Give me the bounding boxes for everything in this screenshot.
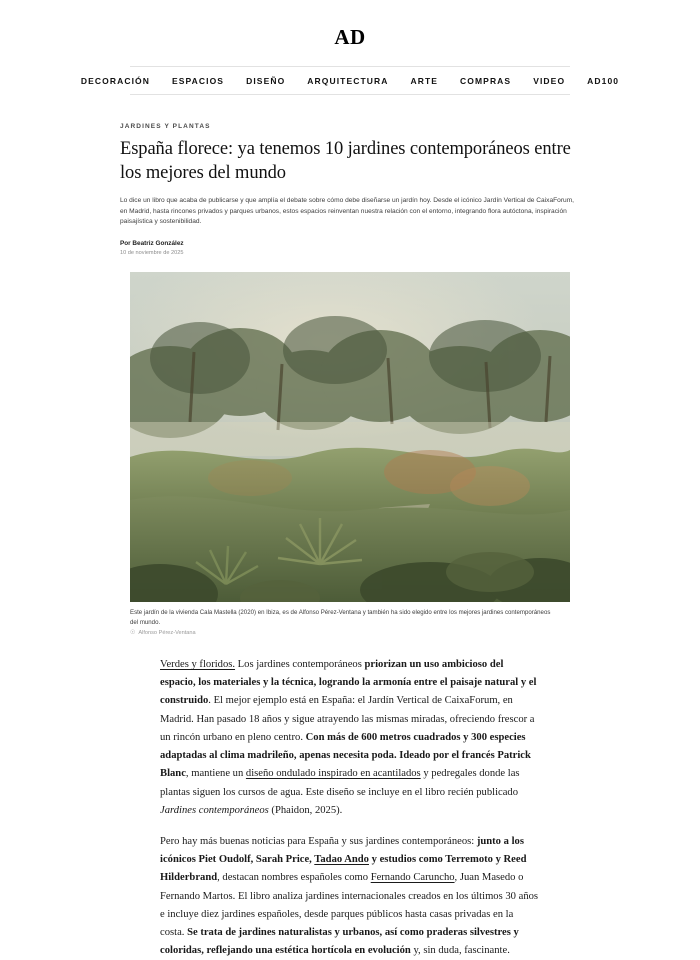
- article-kicker[interactable]: JARDINES Y PLANTAS: [120, 123, 211, 130]
- p1-text-2: . El mejor ejemplo está en España: el Jardín Vertical de CaixaForum, en Madrid. Han pasado 18 años y sigue atrayendo las mismas miradas, ofreciendo frescor a un rincón urbano en pleno centro.: [160, 695, 535, 743]
- site-masthead: [0, 0, 700, 60]
- p1-bold-2: Con más de 600 metros cuadrados y 300 especies adaptadas al clima madrileño, apenas necesita poda. Ideado por el francés Patrick Blanc: [160, 731, 531, 780]
- article-header: [120, 95, 580, 256]
- nav-item-ad100[interactable]: AD100: [587, 75, 620, 86]
- paragraph-1: [160, 656, 540, 820]
- article-standfirst: Lo dice un libro que acaba de publicarse y que amplía el debate sobre cómo debe diseñarse un jardín hoy. Desde el icónico Jardín Vertical de CaixaForum, en Madrid, hasta rincones privados y parques urbanos, estos espacios reinventan nuestra relación con el entorno, integrando flora autóctona, inspiración paisajística y sostenibilidad.: [120, 197, 575, 226]
- body-link-verdes-y-floridos[interactable]: Verdes y floridos.: [160, 658, 236, 670]
- p1-text-5: (Phaidon, 2025).: [268, 804, 343, 816]
- p2-text-1: Pero hay más buenas noticias para España y sus jardines contemporáneos:: [160, 835, 477, 847]
- p2-bold-3: Se trata de jardines naturalistas y urbanos, así como praderas silvestres y coloridas, reflejando una estética hortícola en evolución: [160, 927, 519, 957]
- nav-item-decoracion[interactable]: DECORACIÓN: [80, 75, 150, 86]
- p1-text-4: y pedregales donde las plantas siguen los cursos de agua. Este diseño se incluye en el libro recién publicado: [160, 768, 520, 798]
- nav-list: [81, 76, 619, 86]
- paragraph-2: [160, 833, 540, 960]
- article-body: [160, 656, 540, 960]
- article-date: 10 de noviembre de 2025: [120, 250, 184, 257]
- hero-figure: [130, 272, 570, 636]
- hero-image[interactable]: [130, 272, 570, 602]
- p1-text-3: , mantiene un: [185, 768, 246, 780]
- image-credit: [130, 629, 570, 636]
- p1-bold-1: priorizan un uso ambicioso del espacio, los materiales y la técnica, logrando la armonía entre el paisaje natural y el construido: [160, 658, 537, 707]
- article-byline: Por Beatriz González: [120, 240, 184, 248]
- image-caption: Este jardín de la vivienda Cala Mastella (2020) en Ibiza, es de Alfonso Pérez-Ventana y también ha sido elegido entre los mejores jardines contemporáneos del mundo.: [130, 609, 551, 626]
- nav-item-arquitectura[interactable]: ARQUITECTURA: [307, 75, 389, 86]
- p2-bold-2: y estudios como Terremoto y Reed Hilderbrand: [160, 854, 527, 884]
- p2-text-3: , Juan Masedo o Fernando Martos. El libro analiza jardines internacionales creados en los últimos 30 años e incluye diez jardines españoles, desde parques públicos hasta casas privadas en la costa.: [160, 872, 539, 939]
- p2-text-4: y, sin duda, fascinante.: [410, 945, 510, 957]
- image-credit-text: Alfonso Pérez-Ventana: [138, 629, 196, 636]
- nav-item-arte[interactable]: ARTE: [410, 75, 439, 86]
- nav-item-compras[interactable]: COMPRAS: [460, 75, 512, 86]
- main-navigation: [80, 66, 620, 95]
- body-link-tadao-ando[interactable]: Tadao Ando: [314, 854, 369, 866]
- p1-italic-book-title: Jardines contemporáneos: [160, 804, 269, 816]
- page-title: España florece: ya tenemos 10 jardines contemporáneos entre los mejores del mundo: [120, 139, 571, 184]
- p1-text-1: Los jardines contemporáneos: [235, 658, 365, 670]
- camera-icon: ☉: [130, 629, 136, 636]
- p2-text-2: , destacan nombres españoles como: [217, 872, 371, 884]
- nav-item-espacios[interactable]: ESPACIOS: [171, 75, 225, 86]
- body-link-fernando-caruncho[interactable]: Fernando Caruncho: [370, 872, 455, 884]
- body-link-diseno-ondulado[interactable]: diseño ondulado inspirado en acantilados: [245, 768, 421, 780]
- nav-item-diseno[interactable]: DISEÑO: [246, 75, 286, 86]
- site-logo[interactable]: AD: [334, 24, 366, 49]
- p2-bold-1: junto a los icónicos Piet Oudolf, Sarah Price,: [160, 835, 524, 866]
- nav-item-video[interactable]: VIDEO: [533, 75, 566, 86]
